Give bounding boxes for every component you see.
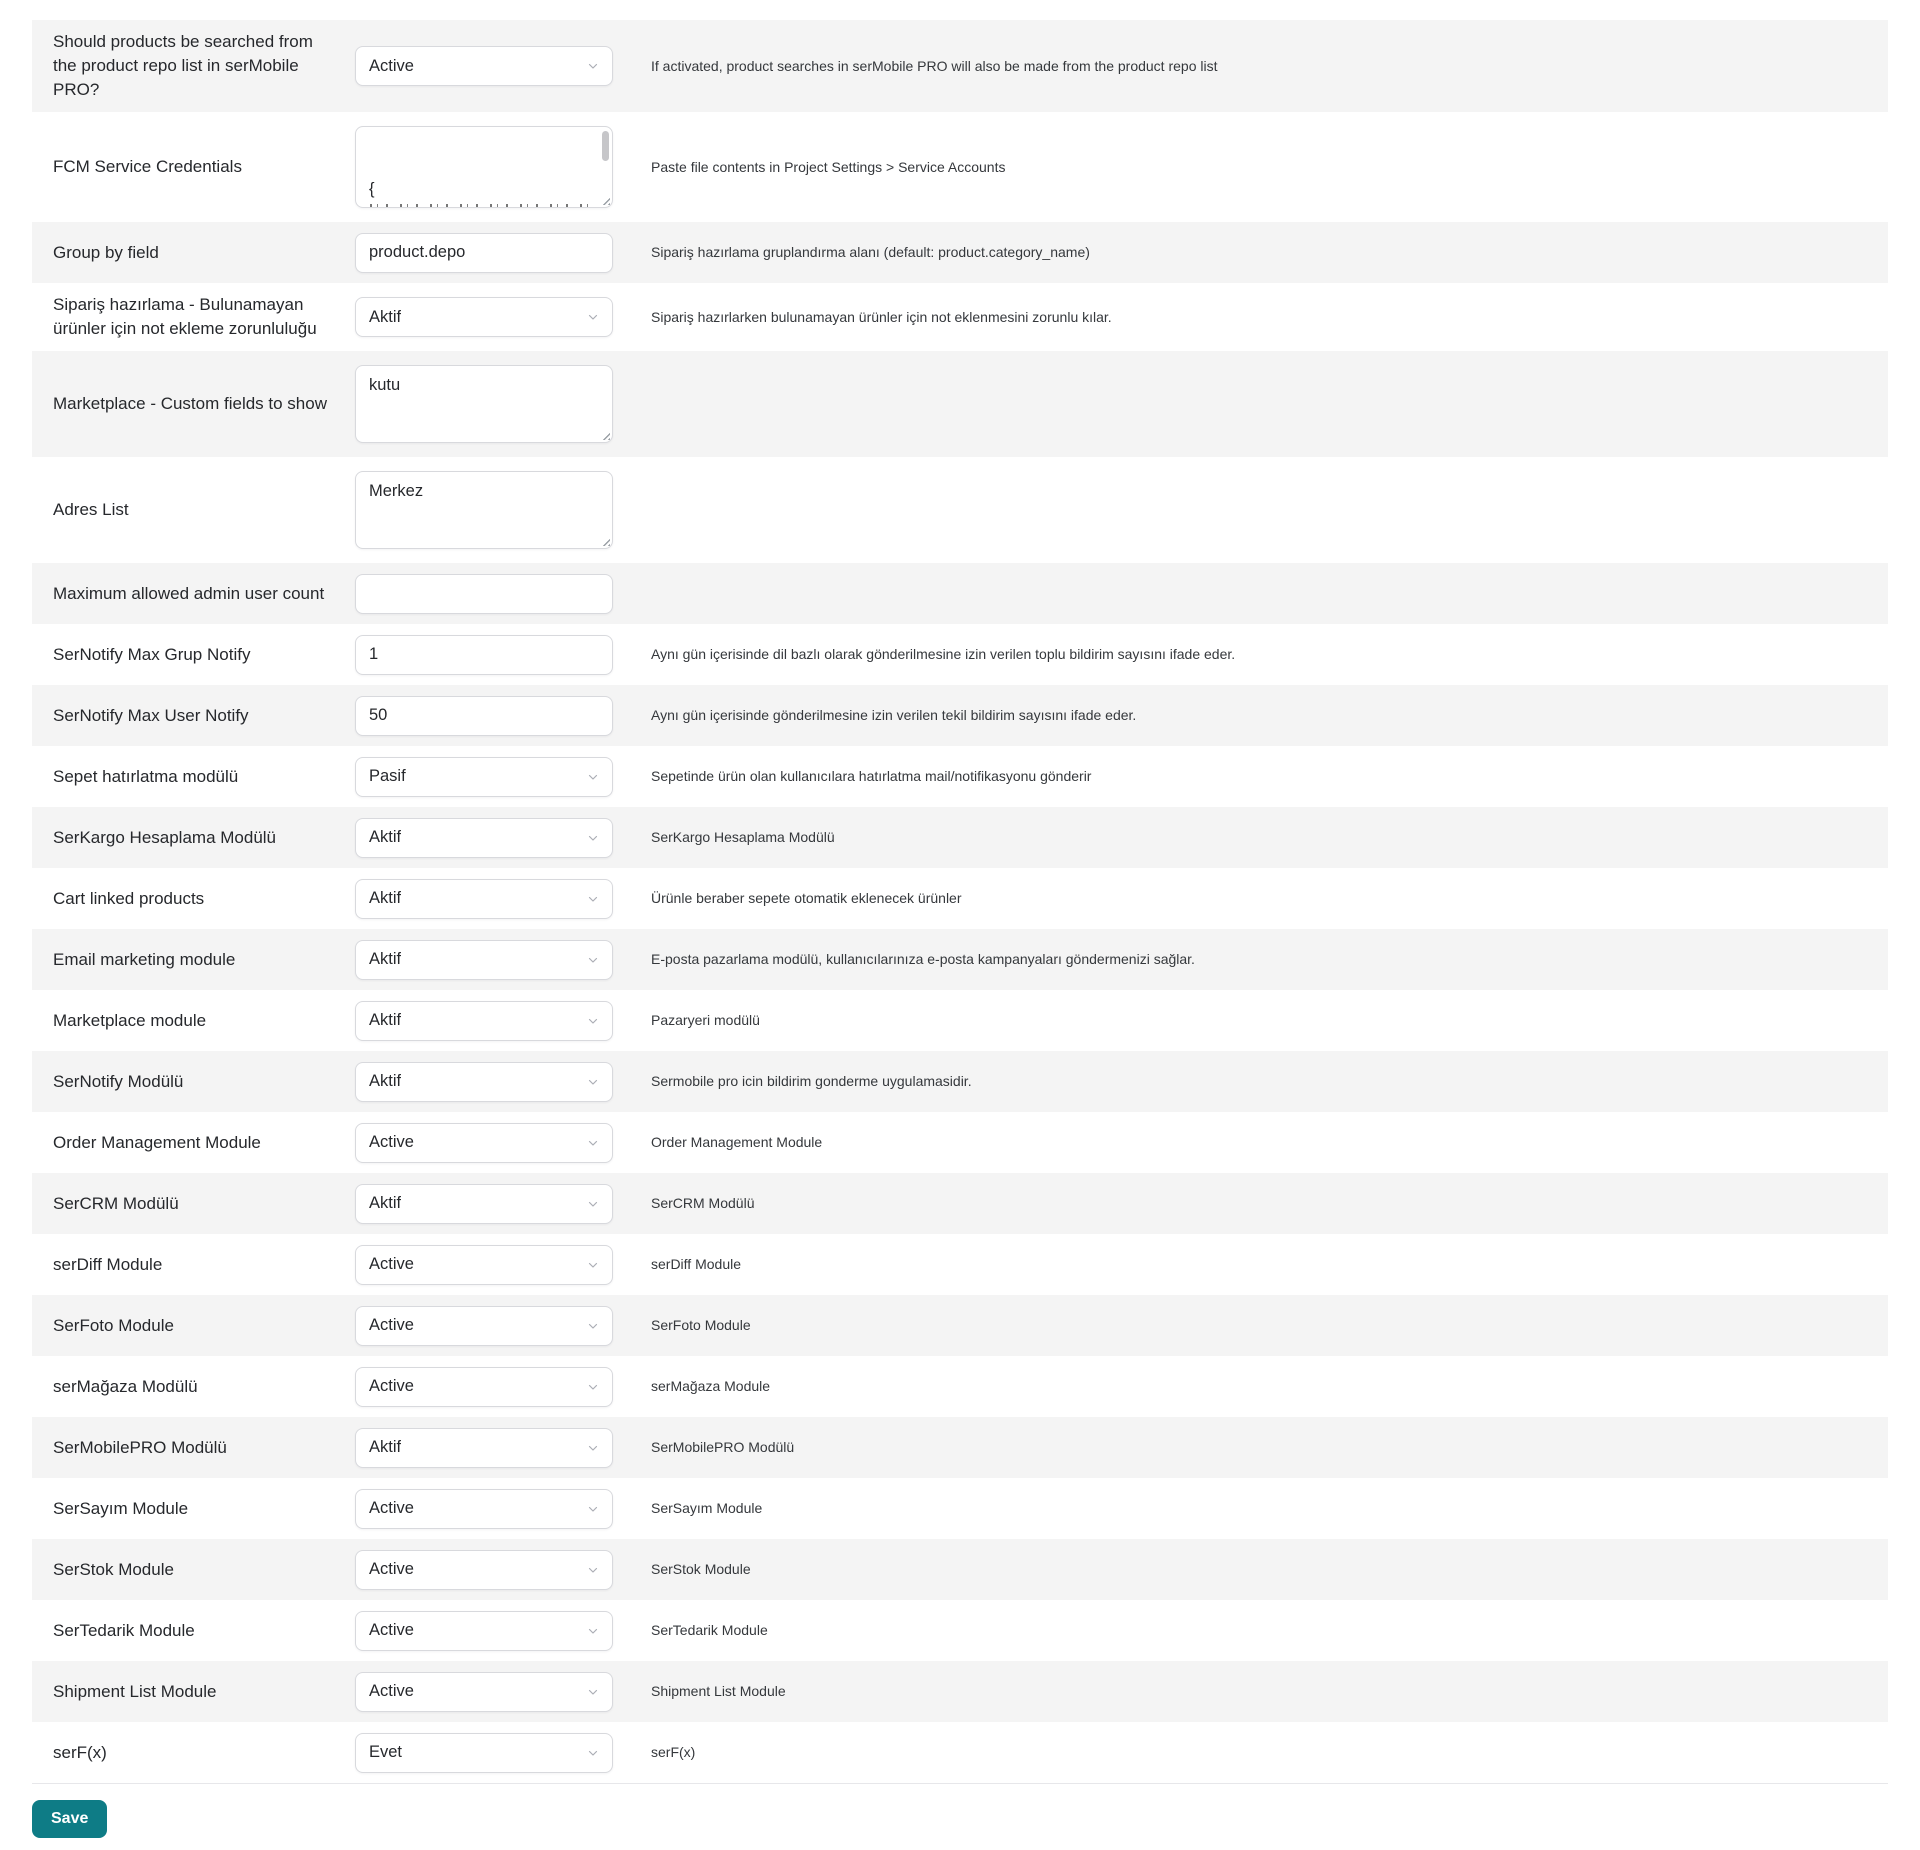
setting-description: Paste file contents in Project Settings > Service Accounts — [651, 158, 1006, 175]
setting-label: serF(x) — [53, 1742, 107, 1762]
setting-label: SerTedarik Module — [53, 1620, 195, 1640]
setting-label: Sipariş hazırlama - Bulunamayan ürünler için not ekleme zorunluluğu — [53, 295, 317, 338]
setting-control-cell — [355, 879, 613, 919]
setting-control-cell — [355, 126, 613, 208]
select-value: Active — [369, 1133, 414, 1151]
setting-control-cell — [355, 233, 613, 273]
setting-description: Aynı gün içerisinde dil bazlı olarak gönderilmesine izin verilen toplu bildirim sayısını ifade eder. — [651, 646, 1236, 662]
setting-description: Sipariş hazırlarken bulunamayan ürünler için not eklenmesini zorunlu kılar. — [651, 308, 1112, 325]
select-value: Active — [369, 1499, 414, 1517]
settings-row — [32, 1600, 1888, 1661]
select-value: Aktif — [369, 828, 402, 846]
setting-control-cell — [355, 471, 613, 549]
setting-textarea[interactable] — [355, 471, 613, 549]
setting-description: If activated, product searches in serMobile PRO will also be made from the product repo list — [651, 57, 1218, 74]
settings-row — [32, 112, 1888, 222]
chevron-down-icon — [587, 1564, 599, 1576]
setting-label: SerSayım Module — [53, 1498, 189, 1518]
settings-row — [32, 990, 1888, 1051]
setting-select[interactable] — [355, 1001, 613, 1041]
settings-row — [32, 1661, 1888, 1722]
select-value: Aktif — [369, 1438, 402, 1456]
settings-row — [32, 807, 1888, 868]
settings-row — [32, 457, 1888, 563]
setting-select[interactable] — [355, 1611, 613, 1651]
settings-row — [32, 868, 1888, 929]
setting-description: Order Management Module — [651, 1134, 823, 1150]
setting-label: FCM Service Credentials — [53, 157, 242, 176]
setting-control-cell — [355, 1123, 613, 1163]
settings-row — [32, 20, 1888, 112]
save-button[interactable]: Save — [32, 1800, 107, 1838]
select-value: Aktif — [369, 1011, 402, 1029]
chevron-down-icon — [587, 1747, 599, 1759]
chevron-down-icon — [587, 1259, 599, 1271]
scrollbar-thumb[interactable] — [602, 131, 609, 161]
select-value: Active — [369, 56, 414, 75]
setting-description: SerStok Module — [651, 1561, 751, 1577]
settings-row — [32, 1356, 1888, 1417]
clipped-text-line — [370, 204, 588, 207]
setting-control-cell — [355, 1550, 613, 1590]
chevron-down-icon — [587, 311, 599, 323]
settings-row — [32, 1234, 1888, 1295]
setting-select[interactable] — [355, 1245, 613, 1285]
setting-description: Shipment List Module — [651, 1683, 786, 1699]
setting-label: serMağaza Modülü — [53, 1376, 198, 1396]
setting-control-cell — [355, 696, 613, 736]
chevron-down-icon — [587, 1076, 599, 1088]
setting-input[interactable] — [355, 696, 613, 736]
setting-description: E-posta pazarlama modülü, kullanıcılarınıza e-posta kampanyaları göndermenizi sağlar. — [651, 951, 1195, 967]
setting-input[interactable] — [355, 233, 613, 273]
textarea-value: Merkez — [369, 482, 424, 500]
chevron-down-icon — [587, 1320, 599, 1332]
setting-label: Maximum allowed admin user count — [53, 583, 325, 603]
settings-row — [32, 685, 1888, 746]
setting-description: SerTedarik Module — [651, 1622, 768, 1638]
select-value: Evet — [369, 1743, 403, 1761]
select-value: Active — [369, 1316, 414, 1334]
setting-description: Sermobile pro icin bildirim gonderme uygulamasidir. — [651, 1073, 972, 1089]
setting-description: SerKargo Hesaplama Modülü — [651, 829, 835, 845]
resize-grip-icon[interactable] — [600, 536, 610, 546]
setting-select[interactable] — [355, 1489, 613, 1529]
setting-label: Group by field — [53, 242, 159, 262]
select-value: Aktif — [369, 1072, 402, 1090]
chevron-down-icon — [587, 954, 599, 966]
select-value: Aktif — [369, 1194, 402, 1212]
setting-description: serMağaza Module — [651, 1378, 771, 1394]
input-value: 1 — [369, 645, 379, 663]
select-value: Active — [369, 1377, 414, 1395]
setting-label: SerNotify Max User Notify — [53, 705, 249, 725]
chevron-down-icon — [587, 832, 599, 844]
select-value: Active — [369, 1682, 414, 1700]
setting-input[interactable] — [355, 635, 613, 675]
setting-select[interactable] — [355, 1428, 613, 1468]
setting-description: Sepetinde ürün olan kullanıcılara hatırlatma mail/notifikasyonu gönderir — [651, 768, 1092, 784]
chevron-down-icon — [587, 893, 599, 905]
setting-control-cell — [355, 1367, 613, 1407]
settings-row — [32, 1173, 1888, 1234]
setting-select[interactable] — [355, 1550, 613, 1590]
setting-label: Shipment List Module — [53, 1681, 217, 1701]
setting-control-cell — [355, 1611, 613, 1651]
chevron-down-icon — [587, 1381, 599, 1393]
setting-control-cell — [355, 757, 613, 797]
setting-control-cell — [355, 940, 613, 980]
chevron-down-icon — [587, 1442, 599, 1454]
textarea-value: kutu — [369, 376, 401, 394]
setting-label: Sepet hatırlatma modülü — [53, 766, 239, 786]
setting-label: SerKargo Hesaplama Modülü — [53, 827, 277, 847]
settings-row — [32, 283, 1888, 351]
setting-control-cell — [355, 1672, 613, 1712]
settings-row — [32, 1295, 1888, 1356]
setting-control-cell — [355, 1062, 613, 1102]
setting-textarea[interactable] — [355, 126, 613, 208]
setting-description: SerSayım Module — [651, 1500, 763, 1516]
setting-select[interactable] — [355, 879, 613, 919]
setting-description: serF(x) — [651, 1744, 696, 1760]
resize-grip-icon[interactable] — [600, 430, 610, 440]
setting-label: Marketplace module — [53, 1010, 207, 1030]
select-value: Aktif — [369, 889, 402, 907]
setting-label: SerNotify Modülü — [53, 1071, 184, 1091]
select-value: Active — [369, 1621, 414, 1639]
settings-row — [32, 351, 1888, 457]
select-value: Aktif — [369, 307, 402, 326]
settings-row — [32, 624, 1888, 685]
settings-row — [32, 1478, 1888, 1539]
setting-label: SerFoto Module — [53, 1315, 174, 1335]
setting-control-cell — [355, 1733, 613, 1773]
setting-select[interactable] — [355, 1062, 613, 1102]
select-value: Aktif — [369, 950, 402, 968]
settings-row — [32, 1112, 1888, 1173]
setting-label: SerCRM Modülü — [53, 1193, 179, 1213]
chevron-down-icon — [587, 1503, 599, 1515]
chevron-down-icon — [587, 1686, 599, 1698]
setting-select[interactable] — [355, 818, 613, 858]
select-value: Active — [369, 1560, 414, 1578]
setting-select[interactable] — [355, 757, 613, 797]
chevron-down-icon — [587, 1625, 599, 1637]
setting-label: Order Management Module — [53, 1132, 261, 1152]
setting-control-cell — [355, 297, 613, 337]
setting-description: Ürünle beraber sepete otomatik eklenecek ürünler — [651, 890, 962, 906]
setting-select[interactable] — [355, 46, 613, 86]
setting-control-cell — [355, 1184, 613, 1224]
setting-select[interactable] — [355, 297, 613, 337]
settings-row — [32, 929, 1888, 990]
input-value: 50 — [369, 706, 388, 724]
setting-label: Cart linked products — [53, 888, 205, 908]
setting-control-cell — [355, 1428, 613, 1468]
settings-row — [32, 746, 1888, 807]
select-value: Pasif — [369, 767, 406, 785]
setting-control-cell — [355, 574, 613, 614]
settings-row — [32, 222, 1888, 283]
setting-control-cell — [355, 46, 613, 86]
setting-label: SerStok Module — [53, 1559, 174, 1579]
settings-row — [32, 1051, 1888, 1112]
setting-control-cell — [355, 1489, 613, 1529]
setting-control-cell — [355, 1306, 613, 1346]
setting-control-cell — [355, 635, 613, 675]
chevron-down-icon — [587, 1198, 599, 1210]
setting-select[interactable] — [355, 1184, 613, 1224]
setting-select[interactable] — [355, 1672, 613, 1712]
input-value: product.depo — [369, 243, 466, 261]
setting-select[interactable] — [355, 940, 613, 980]
setting-description: SerMobilePRO Modülü — [651, 1439, 795, 1455]
select-value: Active — [369, 1255, 414, 1273]
setting-description: SerCRM Modülü — [651, 1195, 755, 1211]
setting-label: SerNotify Max Grup Notify — [53, 644, 251, 664]
setting-description: Sipariş hazırlama gruplandırma alanı (default: product.category_name) — [651, 244, 1090, 260]
settings-row — [32, 1539, 1888, 1600]
resize-grip-icon[interactable] — [600, 195, 610, 205]
settings-form — [32, 20, 1888, 1784]
setting-label: Adres List — [53, 500, 129, 519]
setting-control-cell — [355, 1245, 613, 1285]
setting-description: Pazaryeri modülü — [651, 1012, 760, 1028]
setting-description: SerFoto Module — [651, 1317, 751, 1333]
setting-label: Email marketing module — [53, 949, 236, 969]
settings-row — [32, 563, 1888, 624]
setting-label: Should products be searched from the product repo list in serMobile PRO? — [53, 32, 313, 99]
setting-select[interactable] — [355, 1123, 613, 1163]
chevron-down-icon — [587, 60, 599, 72]
setting-control-cell — [355, 1001, 613, 1041]
setting-label: SerMobilePRO Modülü — [53, 1437, 227, 1457]
setting-control-cell — [355, 365, 613, 443]
setting-control-cell — [355, 818, 613, 858]
chevron-down-icon — [587, 771, 599, 783]
setting-select[interactable] — [355, 1306, 613, 1346]
settings-row — [32, 1417, 1888, 1478]
chevron-down-icon — [587, 1137, 599, 1149]
setting-textarea[interactable] — [355, 365, 613, 443]
chevron-down-icon — [587, 1015, 599, 1027]
setting-description: Aynı gün içerisinde gönderilmesine izin verilen tekil bildirim sayısını ifade eder. — [651, 707, 1137, 723]
setting-select[interactable] — [355, 1733, 613, 1773]
setting-input[interactable] — [355, 574, 613, 614]
setting-label: Marketplace - Custom fields to show — [53, 394, 327, 413]
setting-label: serDiff Module — [53, 1254, 163, 1274]
textarea-value: { — [369, 180, 375, 198]
settings-row — [32, 1722, 1888, 1783]
setting-select[interactable] — [355, 1367, 613, 1407]
setting-description: serDiff Module — [651, 1256, 742, 1272]
